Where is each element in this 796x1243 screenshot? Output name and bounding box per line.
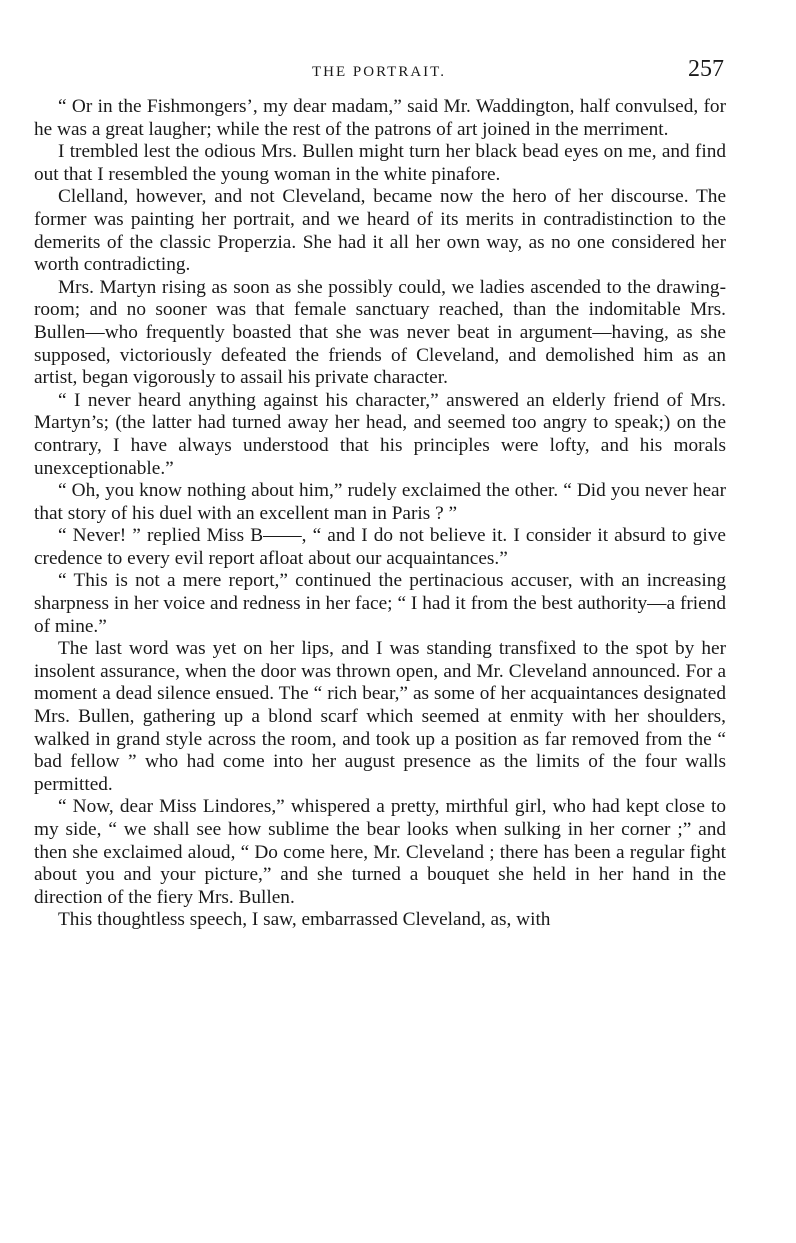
paragraph: “ Never! ” replied Miss B——, “ and I do not believe it. I consider it absurd to give credence to every evil report afloat about our acquaintances.” — [34, 525, 726, 569]
paragraph: Clelland, however, and not Cleveland, became now the hero of her discourse. The former was painting her portrait, and we heard of its merits in contradistinction to the demerits of the classic Properzia. She had it all her own way, as no one considered her worth contradicting. — [34, 186, 726, 276]
paragraph: “ Oh, you know nothing about him,” rudely exclaimed the other. “ Did you never hear that story of his duel with an excellent man in Paris ? ” — [34, 480, 726, 524]
running-title: THE PORTRAIT. — [312, 64, 446, 80]
paragraph: Mrs. Martyn rising as soon as she possibly could, we ladies ascended to the drawing-room; and no sooner was that female sanctuary reached, than the indomitable Mrs. Bullen—who frequently boasted that she was never beat in argument—having, as she supposed, victoriously defeated the friends of Cleveland, and demolished him as an artist, began vigorously to assail his private character. — [34, 276, 726, 389]
running-head — [34, 56, 724, 88]
paragraph: “ Or in the Fishmongers’, my dear madam,” said Mr. Waddington, half convulsed, for he was a great laugher; while the rest of the patrons of art joined in the merriment. — [34, 96, 726, 140]
paragraph: “ This is not a mere report,” continued the pertinacious accuser, with an increasing sharpness in her voice and redness in her face; “ I had it from the best authority—a friend of mine.” — [34, 570, 726, 637]
paragraph: “ I never heard anything against his character,” answered an elderly friend of Mrs. Martyn’s; (the latter had turned away her head, and seemed too angry to speak;) on the contrary, I have always understood that his principles were lofty, and his morals unexceptionable.” — [34, 389, 726, 479]
paragraph: “ Now, dear Miss Lindores,” whispered a pretty, mirthful girl, who had kept close to my side, “ we shall see how sublime the bear looks when sulking in her corner ;” and then she exclaimed aloud, “ Do come here, Mr. Cleveland ; there has been a regular fight about you and your picture,” and she turned a bouquet she held in her hand in the direction of the fiery Mrs. Bullen. — [34, 796, 726, 908]
paragraph: I trembled lest the odious Mrs. Bullen might turn her black bead eyes on me, and find out that I resembled the young woman in the white pinafore. — [34, 141, 726, 185]
paragraph: The last word was yet on her lips, and I was standing transfixed to the spot by her insolent assurance, when the door was thrown open, and Mr. Cleveland announced. For a moment a dead silence ensued. The “ rich bear,” as some of her acquaintances designated Mrs. Bullen, gathering up a blond scarf which seemed at enmity with her shoulders, walked in grand style across the room, and took up a position as far removed from the “ bad fellow ” who had come into her august presence as the limits of the four walls permitted. — [34, 638, 726, 795]
body-text — [34, 96, 726, 932]
page-number: 257 — [688, 56, 724, 82]
paragraph: This thoughtless speech, I saw, embarrassed Cleveland, as, with — [58, 909, 551, 931]
